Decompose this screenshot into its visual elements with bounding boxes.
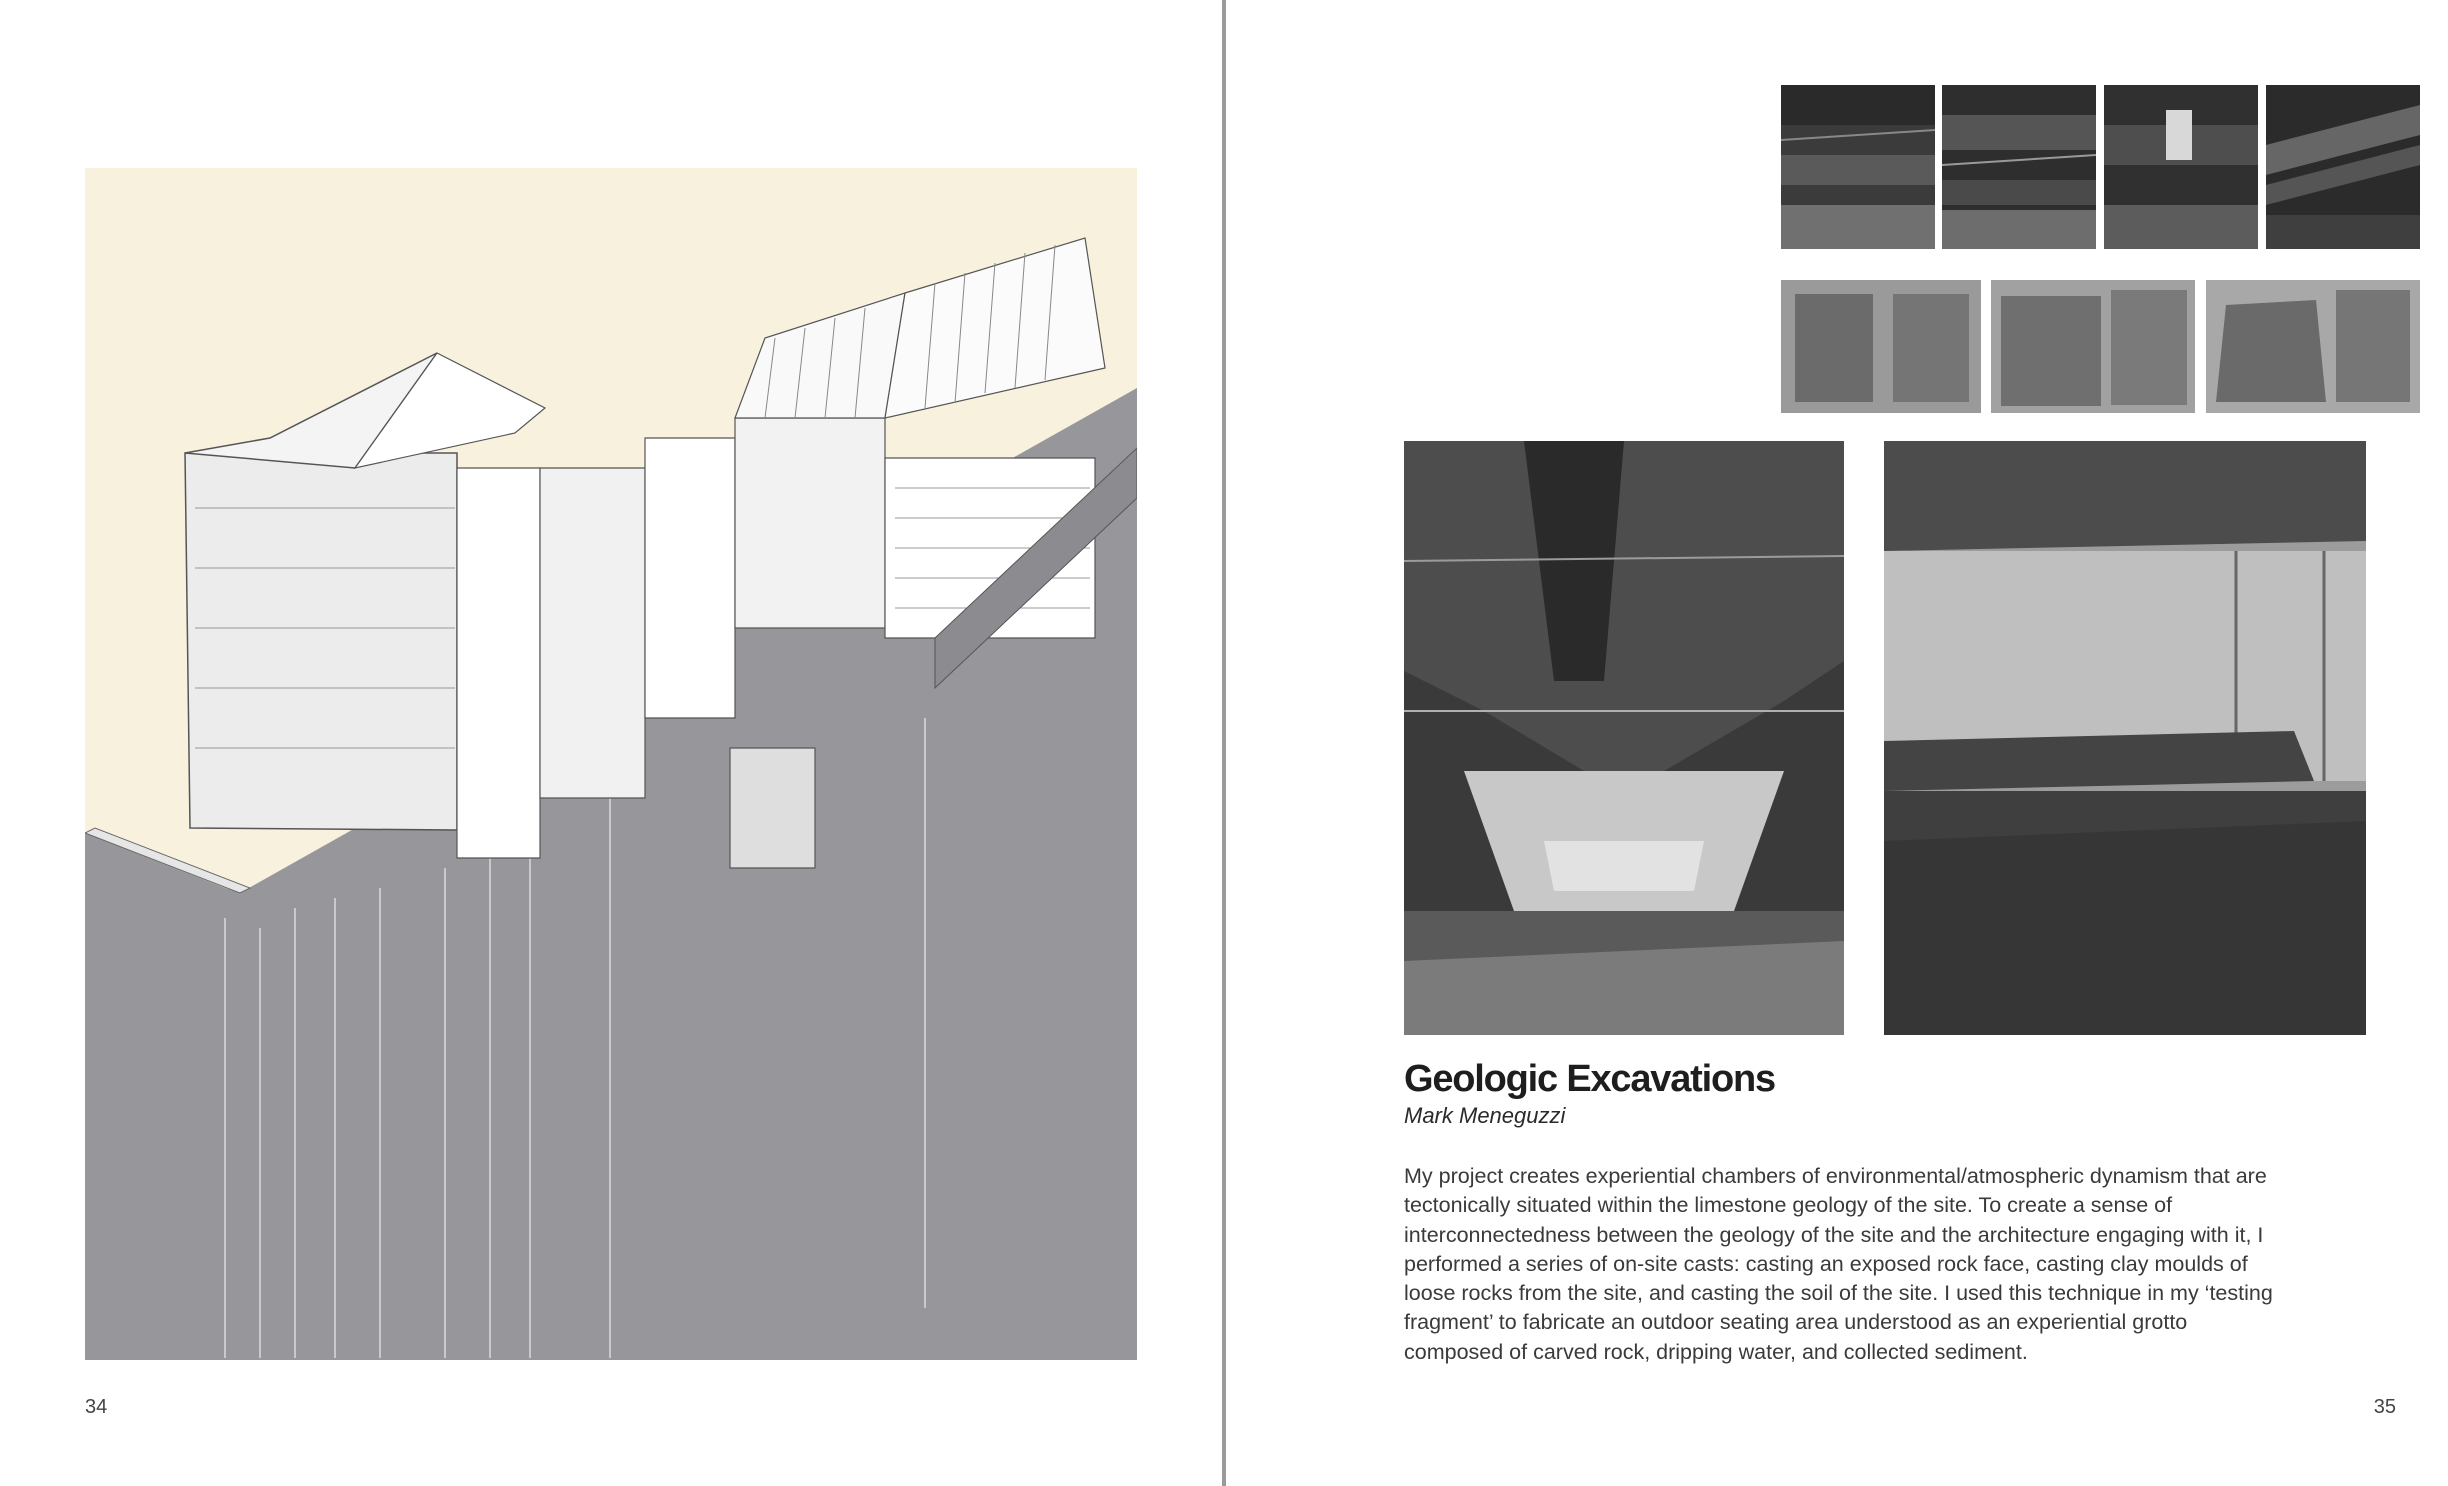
- grotto-model-photo-1: [1404, 441, 1844, 1035]
- clay-cast-photo-3: [2206, 280, 2420, 413]
- article-body: My project creates experiential chambers of environmental/atmospheric dynamism that are tectonically situated within the limestone geology of the site. To create a sense of interconnectedness between the geology of the site and the architecture engaging with it, I performed a series of on-site casts: casting an exposed rock face, casting clay moulds of loose rocks from the site, and casting the soil of the site. I used this technique in my ‘testing fragment’ to fabricate an outdoor seating area understood as an experiential grotto composed of carved rock, dripping water, and collected sediment.: [1404, 1164, 2273, 1364]
- clay-cast-photo-2: [1991, 280, 2195, 413]
- clay-cast-photo-1: [1781, 280, 1981, 413]
- rock-face-photo-1: [1781, 85, 1935, 249]
- right-page: [1226, 0, 2448, 1486]
- page-number: 35: [2373, 1396, 2396, 1418]
- grotto-model-photo-2: [1884, 441, 2366, 1035]
- article-author: Mark Meneguzzi: [1404, 1103, 1566, 1128]
- page-number: 34: [85, 1396, 108, 1418]
- building-section-illustration: [85, 168, 1137, 1360]
- article-title: Geologic Excavations: [1404, 1058, 1775, 1100]
- rock-face-photo-2: [1942, 85, 2096, 249]
- axonometric-section-drawing: [85, 168, 1137, 1360]
- rock-face-photo-3: [2104, 85, 2258, 249]
- left-page: [0, 0, 1222, 1486]
- rock-face-photo-4: [2266, 85, 2420, 249]
